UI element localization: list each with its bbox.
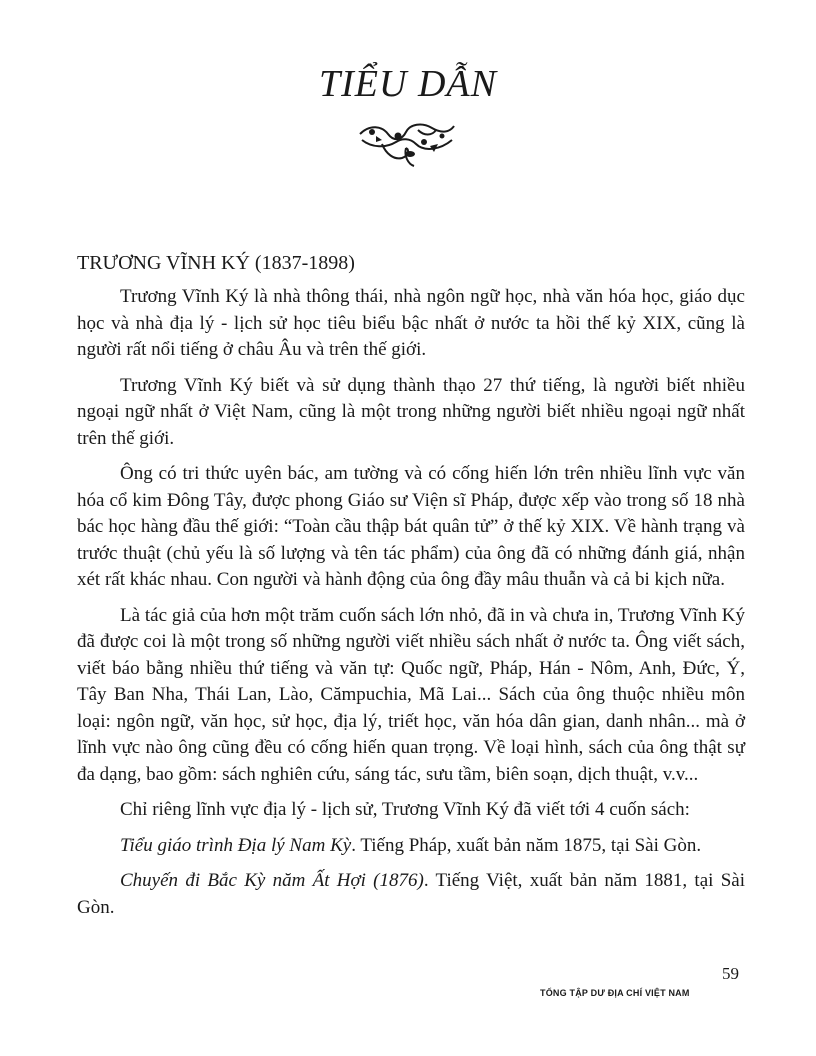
- running-footer: TỔNG TẬP DƯ ĐỊA CHÍ VIỆT NAM: [540, 988, 690, 998]
- book-title: Tiểu giáo trình Địa lý Nam Kỳ: [120, 834, 352, 856]
- book-details: . Tiếng Việt, xuất bản năm 1881, tại Sài Gòn.: [77, 870, 745, 918]
- paragraph: Chỉ riêng lĩnh vực địa lý - lịch sử, Trương Vĩnh Ký đã viết tới 4 cuốn sách:: [120, 799, 690, 820]
- page-number: 59: [722, 964, 739, 983]
- floral-ornament-icon: [352, 118, 460, 170]
- book-entry: [77, 833, 745, 860]
- book-entry: [77, 868, 745, 921]
- paragraph: Ông có tri thức uyên bác, am tường và có cống hiến lớn trên nhiều lĩnh vực văn hóa cổ kim Đông Tây, được phong Giáo sư Viện sĩ Pháp, được xếp vào trong số 18 nhà bác học hàng đầu thế giới: “Toàn cầu thập bát quân tử” ở thế kỷ XIX. Về hành trạng và trước thuật (chủ yếu là số lượng và tên tác phẩm) của ông đã có những đánh giá, nhận xét rất khác nhau. Con người và hành động của ông đầy mâu thuẫn và cả bi kịch nữa.: [77, 463, 745, 590]
- book-details: . Tiếng Pháp, xuất bản năm 1875, tại Sài Gòn.: [351, 834, 702, 856]
- paragraph: Là tác giả của hơn một trăm cuốn sách lớn nhỏ, đã in và chưa in, Trương Vĩnh Ký đã được coi là một trong số những người viết nhiều sách nhất ở nước ta. Ông viết sách, viết báo bằng nhiều thứ tiếng và văn tự: Quốc ngữ, Pháp, Hán - Nôm, Anh, Đức, Ý, Tây Ban Nha, Thái Lan, Lào, Cămpuchia, Mã Lai... Sách của ông thuộc nhiều môn loại: ngôn ngữ, văn học, sử học, địa lý, triết học, văn hóa dân gian, danh nhân... mà ở lĩnh vực nào ông cũng đều có cống hiến quan trọng. Về loại hình, sách của ông thật sự đa dạng, bao gồm: sách nghiên cứu, sáng tác, sưu tầm, biên soạn, dịch thuật, v.v...: [77, 604, 745, 785]
- section-heading: TRƯƠNG VĨNH KÝ (1837-1898): [77, 252, 355, 274]
- page-title: TIỂU DẪN: [319, 63, 497, 105]
- body-text: [77, 284, 745, 930]
- book-title: Chuyến đi Bắc Kỳ năm Ất Hợi (1876): [120, 870, 424, 891]
- paragraph: Trương Vĩnh Ký là nhà thông thái, nhà ngôn ngữ học, nhà văn hóa học, giáo dục học và nhà địa lý - lịch sử học tiêu biểu bậc nhất ở nước ta hồi thế kỷ XIX, cũng là người rất nổi tiếng ở châu Âu và trên thế giới.: [77, 286, 745, 360]
- paragraph: Trương Vĩnh Ký biết và sử dụng thành thạo 27 thứ tiếng, là người biết nhiều ngoại ngữ nhất ở Việt Nam, cũng là một trong những người biết nhiều ngoại ngữ nhất trên thế giới.: [77, 374, 745, 449]
